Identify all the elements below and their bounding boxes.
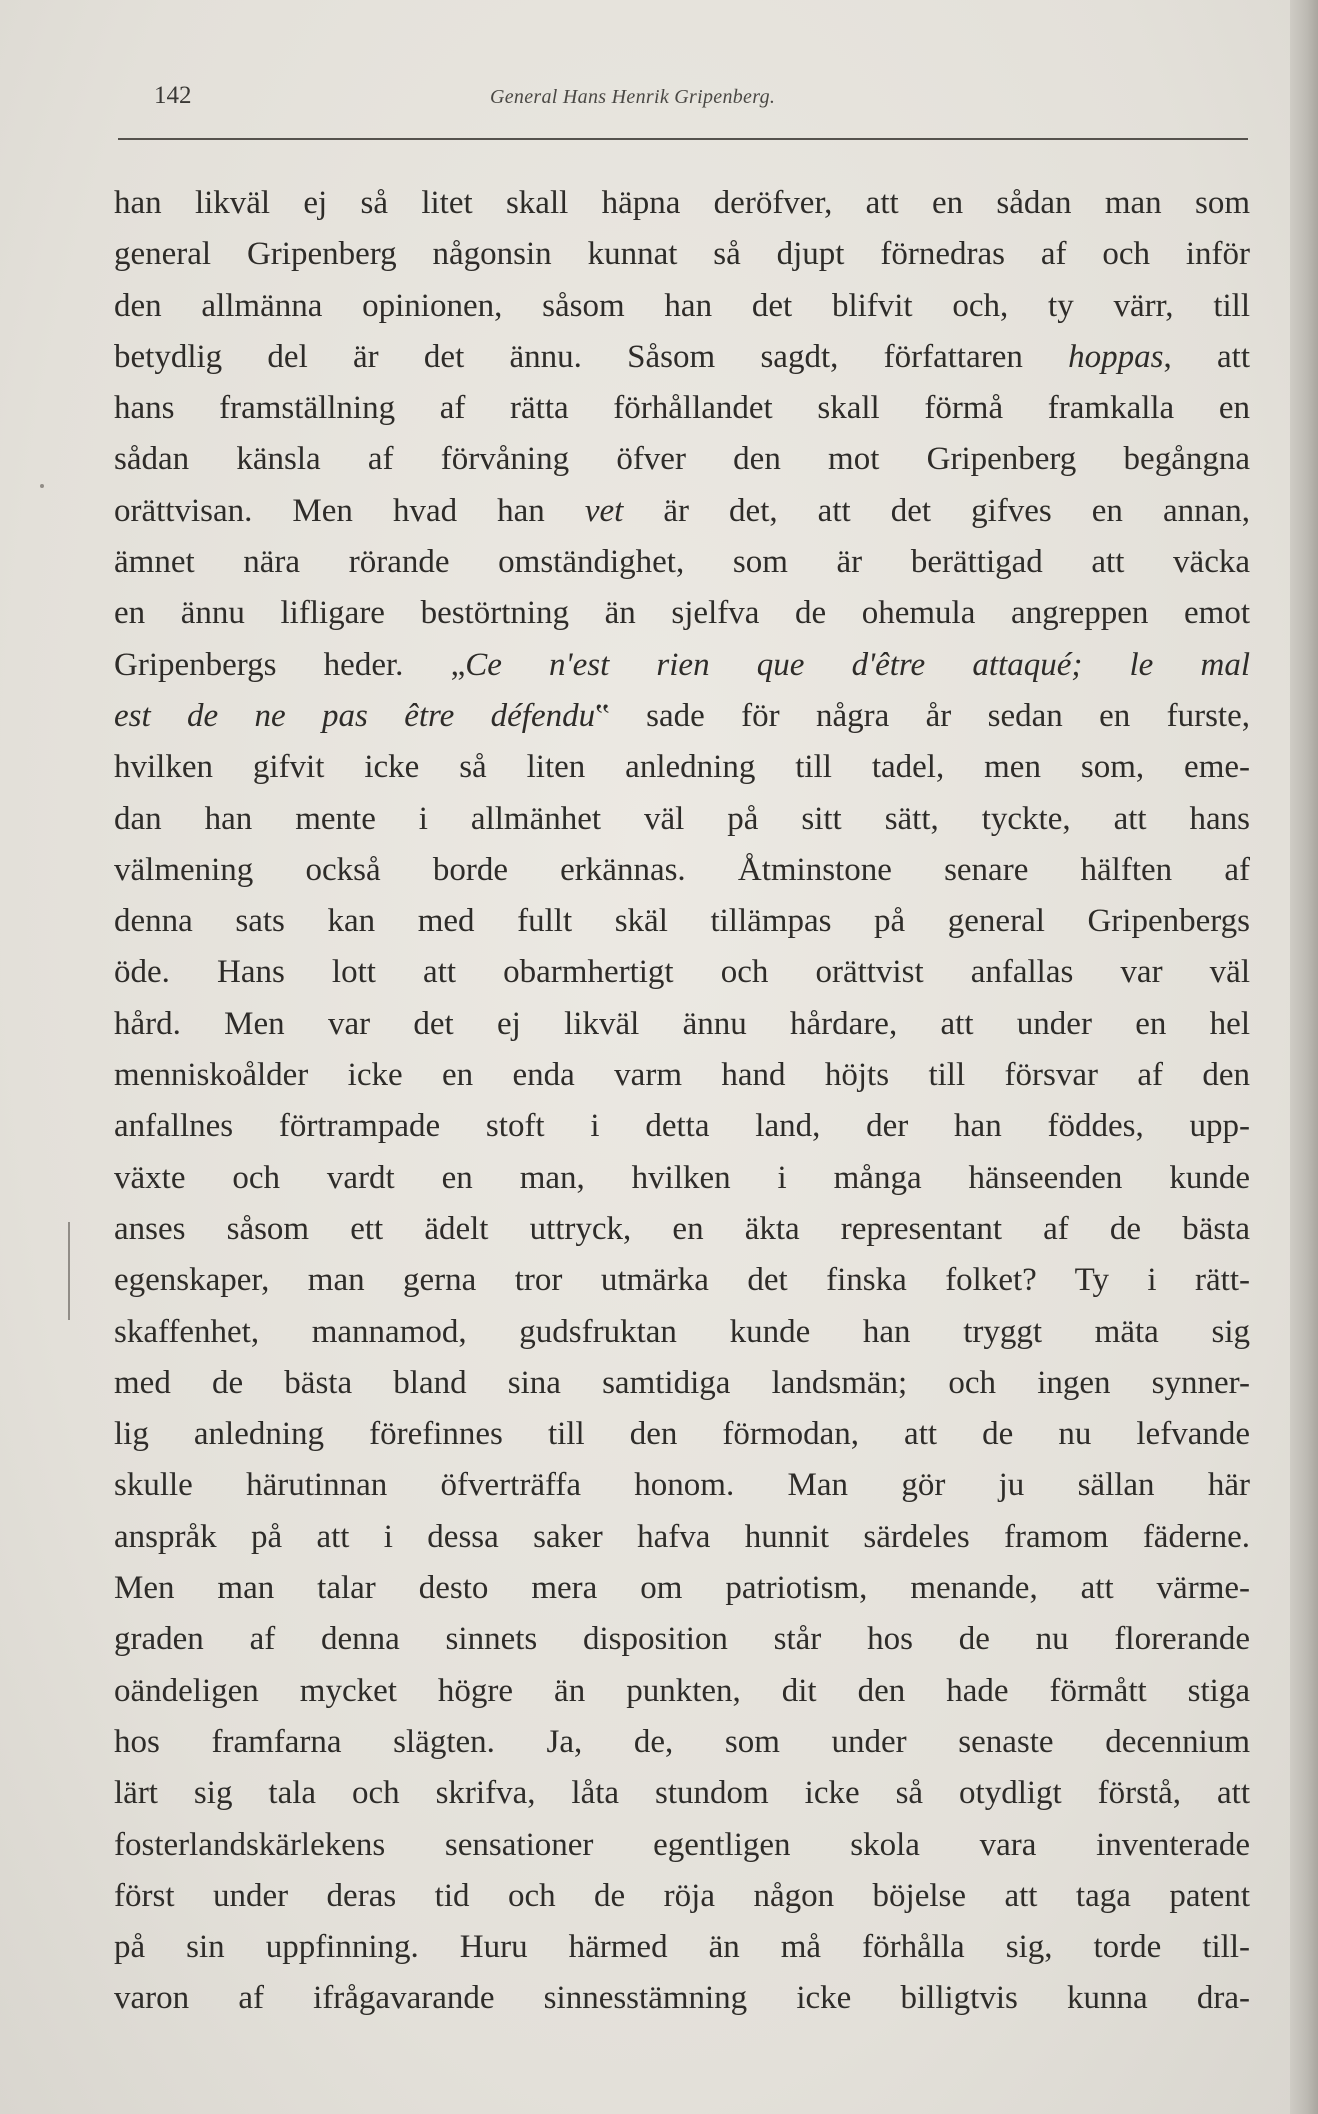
- text-line: [114, 1409, 1250, 1460]
- text-line: [114, 1666, 1250, 1717]
- text-segment: hvilken gifvit icke så liten anledning till tadel, men som, eme-: [114, 749, 1250, 786]
- body-text: [114, 178, 1250, 2025]
- text-segment: med de bästa bland sina samtidiga landsmän; och ingen synner-: [114, 1364, 1250, 1401]
- text-segment: lig anledning förefinnes till den förmodan, att de nu lefvande: [114, 1416, 1250, 1453]
- page-edge-shadow: [1290, 0, 1318, 2114]
- text-segment: denna sats kan med fullt skäl tillämpas på general Gripenbergs: [114, 903, 1250, 940]
- text-segment: skulle härutinnan öfverträffa honom. Man gör ju sällan här: [114, 1467, 1250, 1504]
- text-line: [114, 1614, 1250, 1665]
- text-segment: graden af denna sinnets disposition står hos de nu florerande: [114, 1621, 1250, 1658]
- italic-text: hoppas: [1068, 338, 1164, 375]
- italic-text: est de ne pas être défendu: [114, 697, 596, 734]
- text-segment: den allmänna opinionen, såsom han det blifvit och, ty värr, till: [114, 287, 1250, 324]
- text-segment: en ännu lifligare bestörtning än sjelfva de ohemula angreppen emot: [114, 595, 1250, 632]
- text-segment: ämnet nära rörande omständighet, som är berättigad att väcka: [114, 544, 1250, 581]
- text-segment: dan han mente i allmänhet väl på sitt sätt, tyckte, att hans: [114, 800, 1250, 837]
- text-line: [114, 896, 1250, 947]
- text-line: [114, 588, 1250, 639]
- text-line: [114, 434, 1250, 485]
- text-line: [114, 691, 1250, 742]
- text-segment: växte och vardt en man, hvilken i många hänseenden kunde: [114, 1159, 1250, 1196]
- text-line: [114, 1563, 1250, 1614]
- text-line: [114, 1255, 1250, 1306]
- text-line: [114, 947, 1250, 998]
- text-segment: först under deras tid och de röja någon böjelse att taga patent: [114, 1877, 1250, 1914]
- text-segment: fosterlandskärlekens sensationer egentligen skola vara inventerade: [114, 1826, 1250, 1863]
- text-segment: , att: [1163, 338, 1250, 375]
- text-line: [114, 537, 1250, 588]
- italic-text: Ce n'est rien que d'être attaqué; le mal: [465, 646, 1250, 683]
- text-line: [114, 1204, 1250, 1255]
- text-line: [114, 999, 1250, 1050]
- running-head: General Hans Henrik Gripenberg.: [490, 86, 776, 108]
- text-segment: ‟ sade för några år sedan en furste,: [595, 697, 1250, 734]
- text-line: [114, 1153, 1250, 1204]
- text-segment: anses såsom ett ädelt uttryck, en äkta representant af de bästa: [114, 1210, 1250, 1247]
- text-line: [114, 486, 1250, 537]
- text-segment: general Gripenberg någonsin kunnat så djupt förnedras af och inför: [114, 236, 1250, 273]
- text-segment: betydlig del är det ännu. Såsom sagdt, författaren: [114, 338, 1069, 375]
- text-line: [114, 1460, 1250, 1511]
- text-segment: välmening också borde erkännas. Åtminstone senare hälften af: [114, 851, 1250, 888]
- text-line: [114, 178, 1250, 229]
- text-segment: anfallnes förtrampade stoft i detta land, der han föddes, upp-: [114, 1108, 1250, 1145]
- text-line: [114, 332, 1250, 383]
- text-line: [114, 1307, 1250, 1358]
- header-rule: [118, 138, 1248, 140]
- text-segment: egenskaper, man gerna tror utmärka det finska folket? Ty i rätt-: [114, 1262, 1250, 1299]
- page-number: 142: [154, 82, 192, 109]
- text-segment: han likväl ej så litet skall häpna deröfver, att en sådan man som: [114, 185, 1250, 221]
- text-segment: skaffenhet, mannamod, gudsfruktan kunde han tryggt mäta sig: [114, 1313, 1250, 1350]
- text-segment: Gripenbergs heder. „: [114, 646, 466, 683]
- text-segment: hos framfarna slägten. Ja, de, som under senaste decennium: [114, 1723, 1250, 1760]
- text-line: [114, 845, 1250, 896]
- text-segment: anspråk på att i dessa saker hafva hunnit särdeles framom fäderne.: [114, 1518, 1250, 1555]
- margin-line: [68, 1222, 70, 1320]
- text-segment: hård. Men var det ej likväl ännu hårdare, att under en hel: [114, 1005, 1250, 1042]
- text-line: [114, 1922, 1250, 1973]
- page-header: [118, 82, 1248, 122]
- text-line: [114, 1050, 1250, 1101]
- text-line: [114, 229, 1250, 280]
- text-line: [114, 794, 1250, 845]
- text-segment: menniskoålder icke en enda varm hand höjts till försvar af den: [114, 1057, 1250, 1094]
- text-line: [114, 1820, 1250, 1871]
- text-segment: Men man talar desto mera om patriotism, menande, att värme-: [114, 1570, 1250, 1607]
- text-line: [114, 383, 1250, 434]
- text-segment: öde. Hans lott att obarmhertigt och orättvist anfallas var väl: [114, 954, 1250, 991]
- margin-mark: [40, 484, 44, 488]
- text-segment: hans framställning af rätta förhållandet skall förmå framkalla en: [114, 390, 1250, 427]
- text-segment: orättvisan. Men hvad han: [114, 492, 585, 529]
- text-line: [114, 1871, 1250, 1922]
- text-line: [114, 281, 1250, 332]
- text-line: [114, 1512, 1250, 1563]
- text-segment: sådan känsla af förvåning öfver den mot Gripenberg begångna: [114, 441, 1250, 478]
- text-line: [114, 1768, 1250, 1819]
- text-line: [114, 1101, 1250, 1152]
- text-line: [114, 1973, 1250, 2024]
- text-line: [114, 1717, 1250, 1768]
- text-segment: på sin uppfinning. Huru härmed än må förhålla sig, torde till-: [114, 1929, 1250, 1966]
- text-segment: är det, att det gifves en annan,: [623, 492, 1250, 529]
- text-segment: varon af ifrågavarande sinnesstämning icke billigtvis kunna dra-: [114, 1980, 1250, 2017]
- italic-text: vet: [584, 492, 624, 529]
- text-segment: oändeligen mycket högre än punkten, dit den hade förmått stiga: [114, 1672, 1250, 1709]
- text-line: [114, 1358, 1250, 1409]
- text-line: [114, 742, 1250, 793]
- text-line: [114, 640, 1250, 691]
- text-segment: lärt sig tala och skrifva, låta stundom icke så otydligt förstå, att: [114, 1775, 1250, 1812]
